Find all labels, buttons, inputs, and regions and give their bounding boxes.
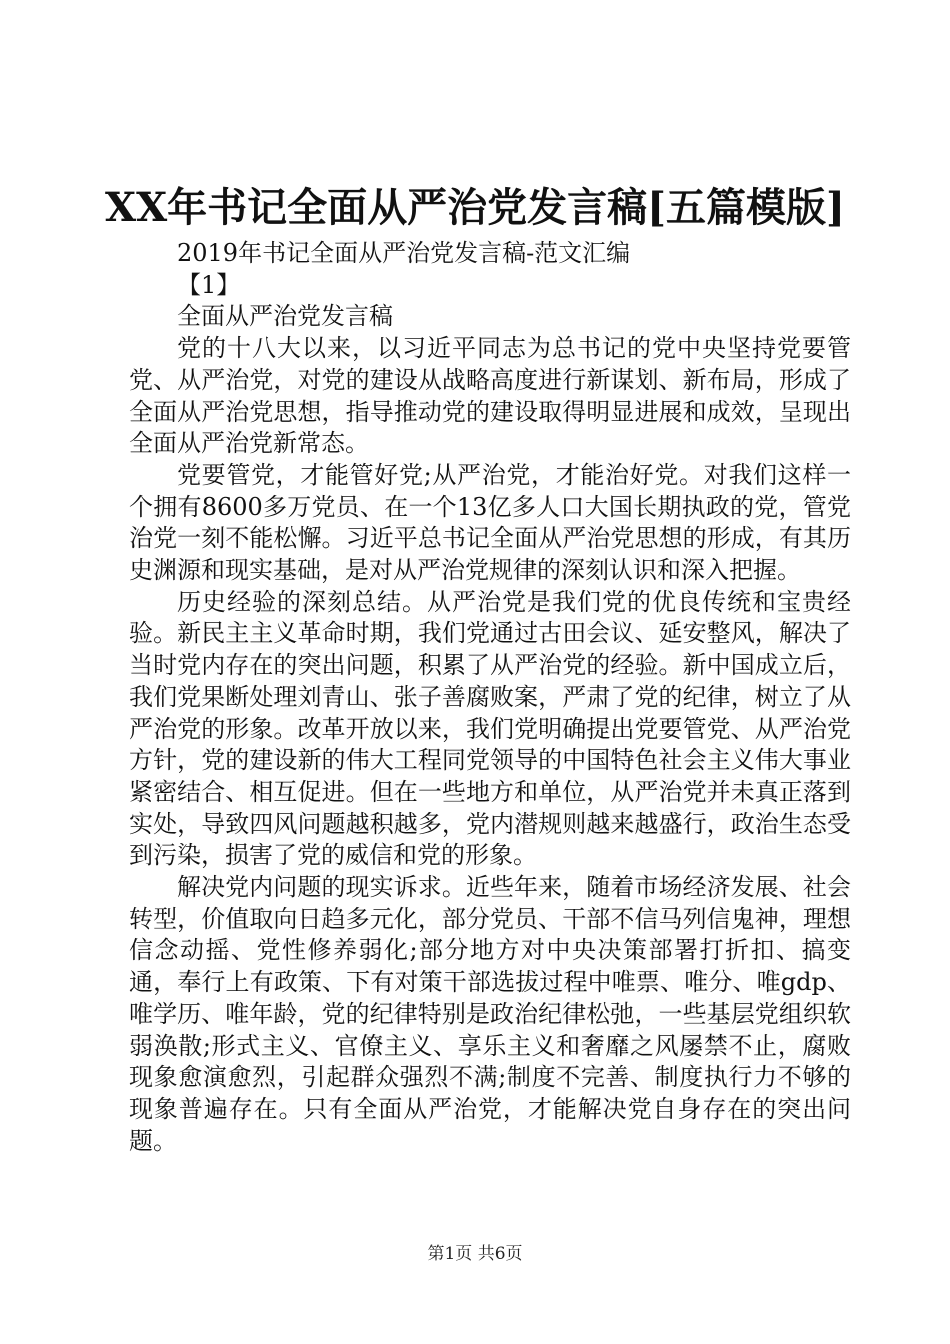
section-marker: 【1】 bbox=[177, 270, 241, 299]
document-body bbox=[129, 238, 851, 1157]
paragraph: 党的十八大以来，以习近平同志为总书记的党中央坚持党要管党、从严治党，对党的建设从战略高度进行新谋划、新布局，形成了全面从严治党思想，指导推动党的建设取得明显进展和成效，呈现出全面从严治党新常态。 bbox=[129, 334, 851, 458]
paragraph: 党要管党，才能管好党;从严治党，才能治好党。对我们这样一个拥有8600多万党员、在一个13亿多人口大国长期执政的党，管党治党一刻不能松懈。习近平总书记全面从严治党思想的形成，有其历史渊源和现实基础，是对从严治党规律的深刻认识和深入把握。 bbox=[129, 460, 851, 585]
page-title: XX年书记全面从严治党发言稿[五篇模版] bbox=[105, 184, 845, 231]
paragraph: 解决党内问题的现实诉求。近些年来，随着市场经济发展、社会转型，价值取向日趋多元化，部分党员、干部不信马列信鬼神，理想信念动摇、党性修养弱化;部分地方对中央决策部署打折扣、搞变通，奉行上有政策、下有对策干部选拔过程中唯票、唯分、唯gdp、唯学历、唯年龄，党的纪律特别是政治纪律松弛，一些基层党组织软弱涣散;形式主义、官僚主义、享乐主义和奢靡之风屡禁不止，腐败现象愈演愈烈，引起群众强烈不满;制度不完善、制度执行力不够的现象普遍存在。只有全面从严治党，才能解决党自身存在的突出问题。 bbox=[129, 873, 851, 1155]
section-heading: 全面从严治党发言稿 bbox=[177, 302, 393, 331]
page-indicator: 第1页 共6页 bbox=[427, 1244, 523, 1264]
paragraph: 历史经验的深刻总结。从严治党是我们党的优良传统和宝贵经验。新民主主义革命时期，我们党通过古田会议、延安整风，解决了当时党内存在的突出问题，积累了从严治党的经验。新中国成立后，我们党果断处理刘青山、张子善腐败案，严肃了党的纪律，树立了从严治党的形象。改革开放以来，我们党明确提出党要管党、从严治党方针，党的建设新的伟大工程同党领导的中国特色社会主义伟大事业紧密结合、相互促进。但在一些地方和单位，从严治党并未真正落到实处，导致四风问题越积越多，党内潜规则越来越盛行，政治生态受到污染，损害了党的威信和党的形象。 bbox=[129, 587, 851, 870]
document-subtitle: 2019年书记全面从严治党发言稿-范文汇编 bbox=[177, 239, 631, 267]
